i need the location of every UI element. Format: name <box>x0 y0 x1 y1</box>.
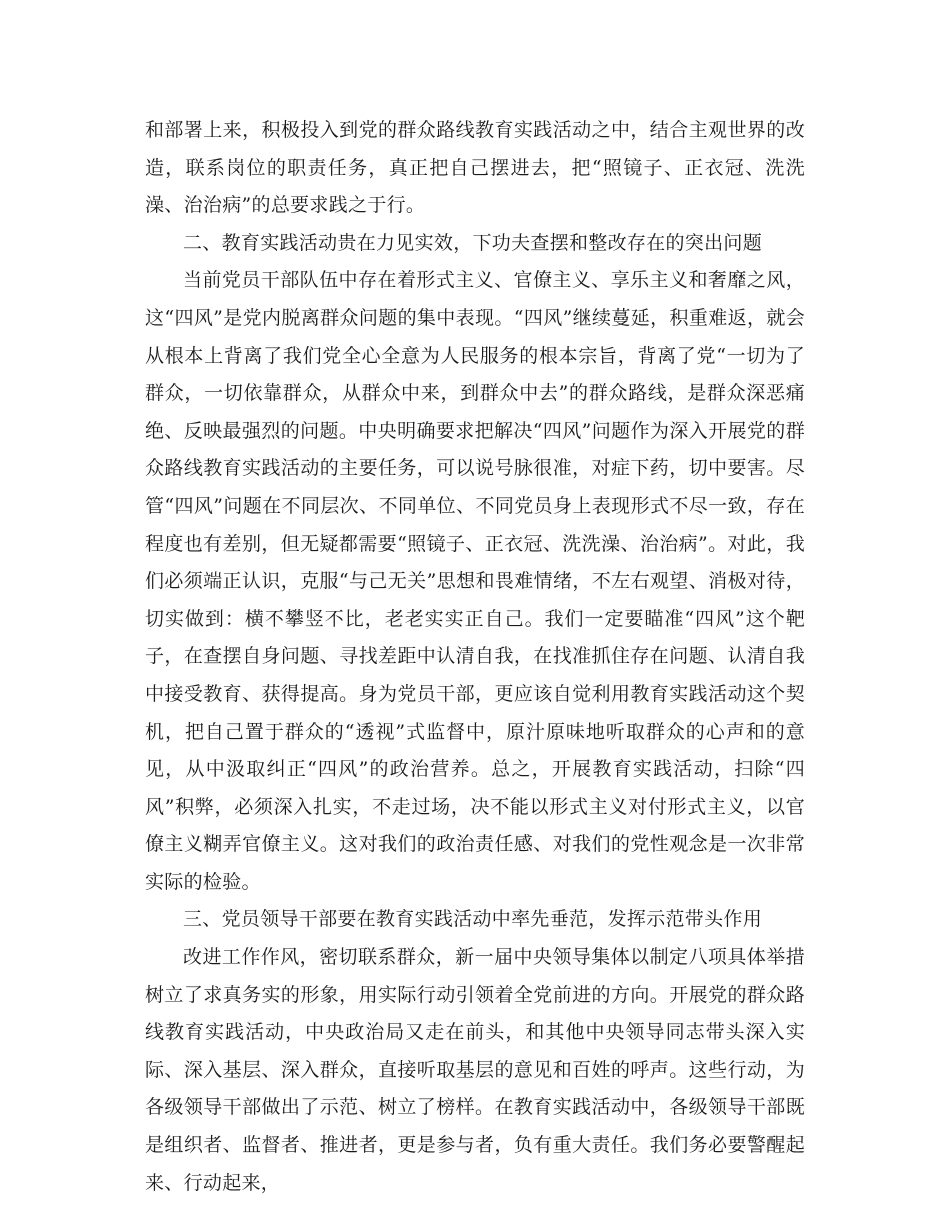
section-heading-3: 三、党员领导干部要在教育实践活动中率先垂范，发挥示范带头作用 <box>183 908 763 931</box>
paragraph-leadership: 改进工作作风，密切联系群众，新一届中央领导集体以制定八项具体举措树立了求真务实的形象，用实际行动引领着全党前进的方向。开展党的群众路线教育实践活动，中央政治局又走在前头，和其他中央领导同志带头深入实际、深入基层、深入群众，直接听取基层的意见和百姓的呼声。这些行动，为各级领导干部做出了示范、树立了榜样。在教育实践活动中，各级领导干部既是组织者、监督者、推进者，更是参与者，负有重大责任。我们务必要警醒起来、行动起来， <box>145 946 805 1194</box>
paragraph-continuation: 和部署上来，积极投入到党的群众路线教育实践活动之中，结合主观世界的改造，联系岗位的职责任务，真正把自己摆进去，把“照镜子、正衣冠、洗洗澡、治治病”的总要求践之于行。 <box>145 119 805 217</box>
document-body <box>145 112 805 1202</box>
section-heading-2: 二、教育实践活动贵在力见实效，下功夫查摆和整改存在的突出问题 <box>183 231 763 254</box>
paragraph-four-winds: 当前党员干部队伍中存在着形式主义、官僚主义、享乐主义和奢靡之风，这“四风”是党内脱离群众问题的集中表现。“四风”继续蔓延，积重难返，就会从根本上背离了我们党全心全意为人民服务的根本宗旨，背离了党“一切为了群众，一切依靠群众，从群众中来，到群众中去”的群众路线，是群众深恶痛绝、反映最强烈的问题。中央明确要求把解决“四风”问题作为深入开展党的群众路线教育实践活动的主要任务，可以说号脉很准，对症下药，切中要害。尽管“四风”问题在不同层次、不同单位、不同党员身上表现形式不尽一致，存在程度也有差别，但无疑都需要“照镜子、正衣冠、洗洗澡、治治病”。对此，我们必须端正认识，克服“与己无关”思想和畏难情绪，不左右观望、消极对待，切实做到：横不攀竖不比，老老实实正自己。我们一定要瞄准“四风”这个靶子，在查摆自身问题、寻找差距中认清自我，在找准抓住存在问题、认清自我中接受教育、获得提高。身为党员干部，更应该自觉利用教育实践活动这个契机，把自己置于群众的“透视”式监督中，原汁原味地听取群众的心声和的意见，从中汲取纠正“四风”的政治营养。总之，开展教育实践活动，扫除“四风”积弊，必须深入扎实，不走过场，决不能以形式主义对付形式主义，以官僚主义糊弄官僚主义。这对我们的政治责任感、对我们的党性观念是一次非常实际的检验。 <box>145 269 805 893</box>
